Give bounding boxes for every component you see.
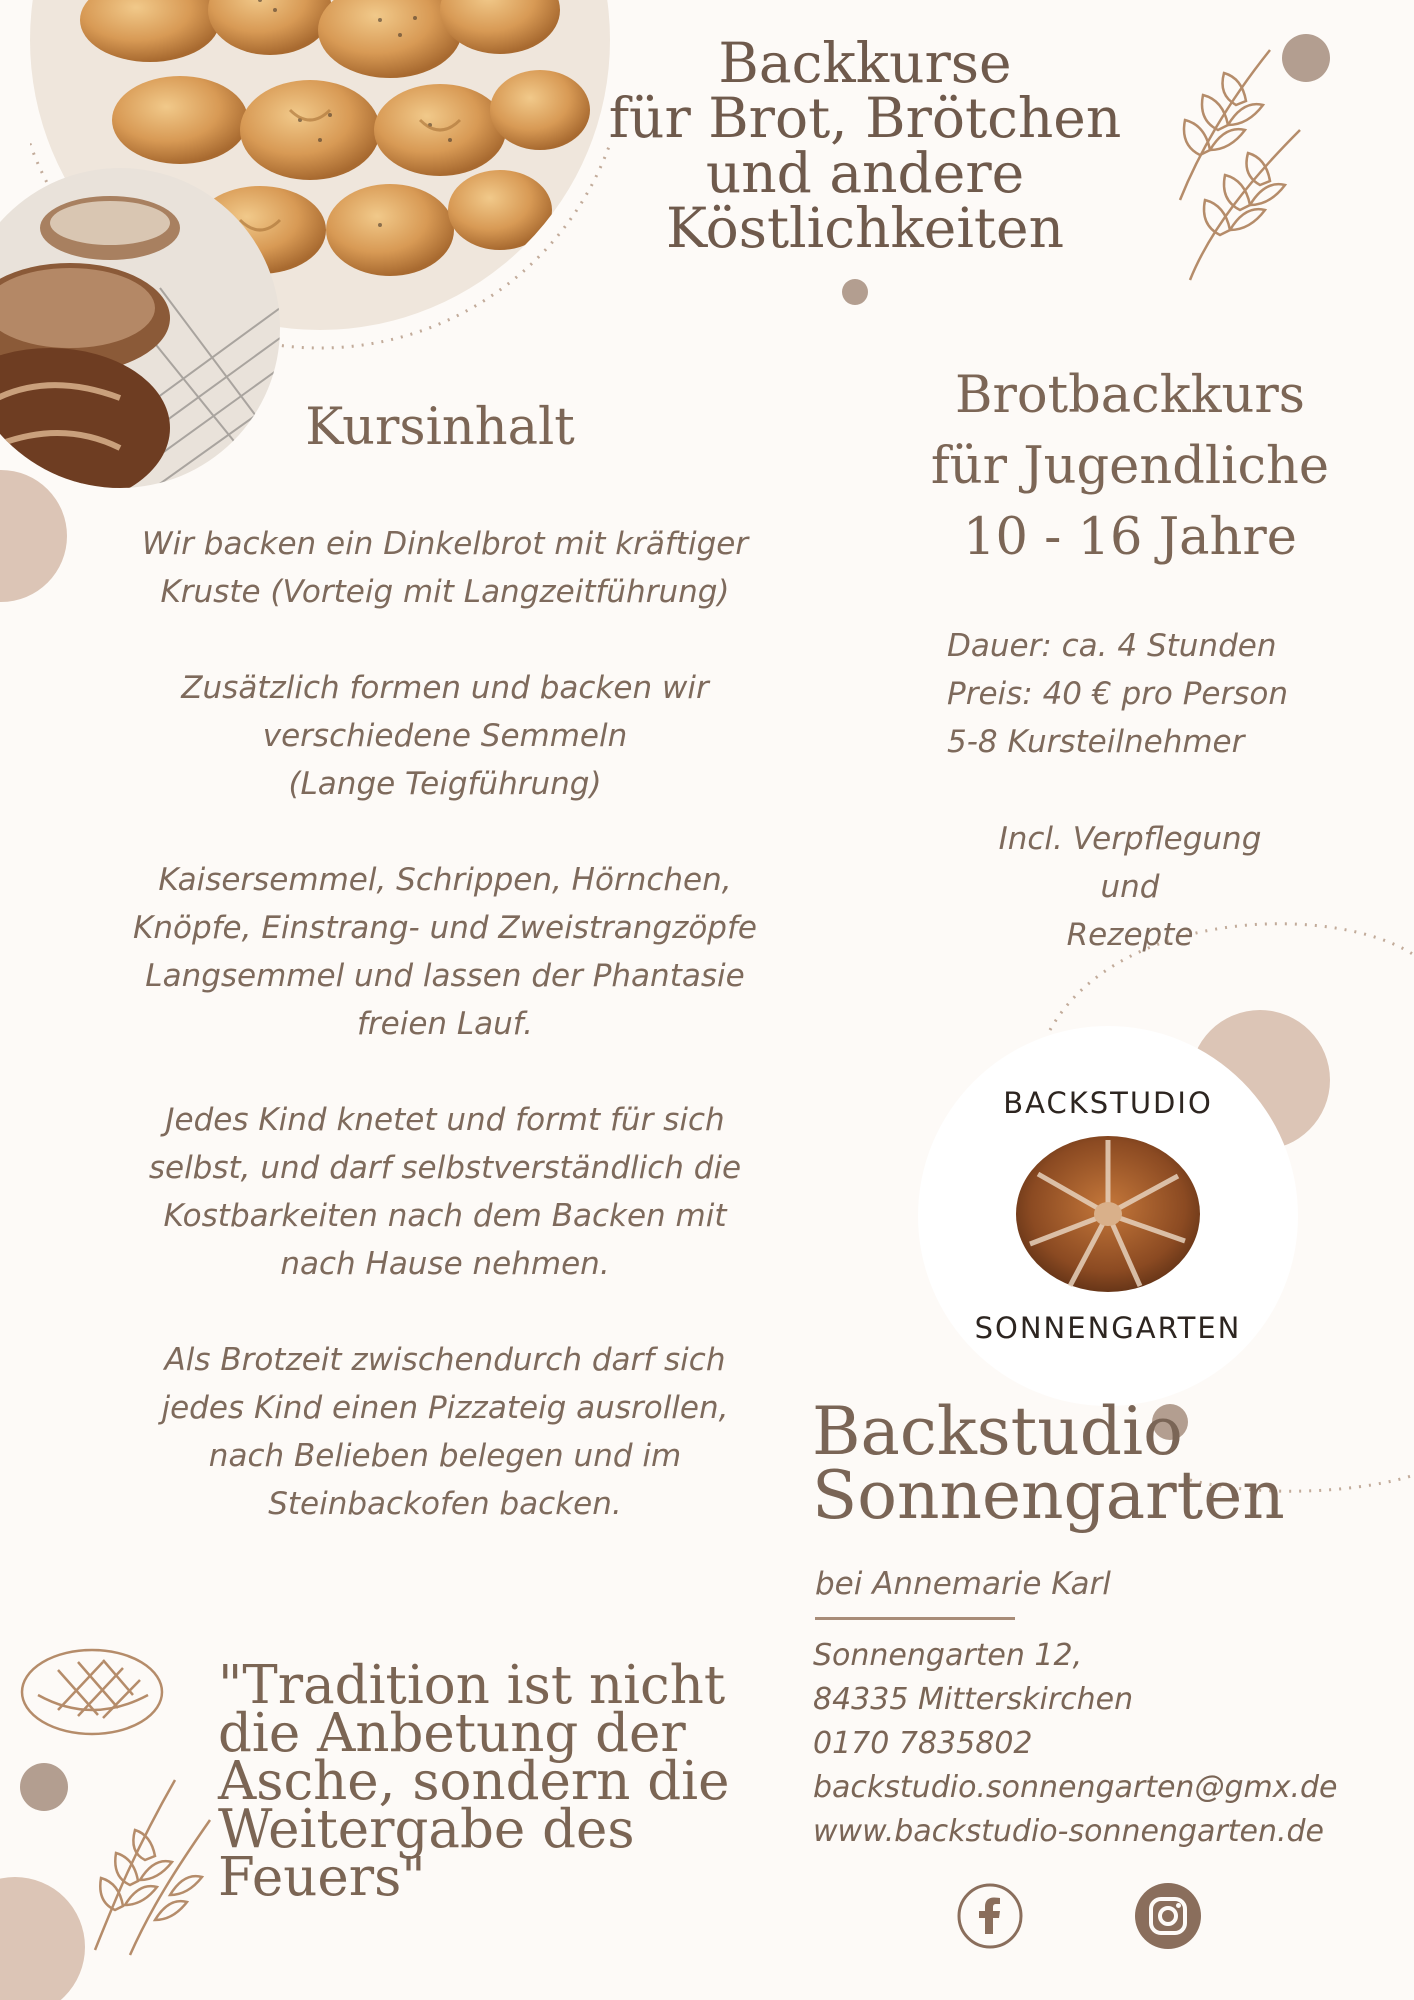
text-line: verschiedene Semmeln	[262, 718, 628, 754]
text-line: Als Brotzeit zwischendurch darf sich	[164, 1342, 726, 1378]
text-line: freien Lauf.	[356, 1006, 534, 1042]
course-content-body	[60, 520, 830, 1528]
contact-website[interactable]: www.backstudio-sonnengarten.de	[813, 1814, 1324, 1849]
text-line: Incl. Verpflegung	[998, 821, 1262, 857]
brand-divider	[815, 1617, 1015, 1620]
text-line: (Lange Teigführung)	[288, 766, 602, 802]
course-paragraph	[60, 1096, 830, 1288]
wheat-icon-bottom	[85, 1760, 215, 1960]
deco-circle-bottom-left	[0, 1877, 85, 2000]
contact-phone[interactable]: 0170 7835802	[813, 1726, 1033, 1761]
facebook-icon[interactable]	[956, 1882, 1024, 1950]
text-line: Langsemmel und lassen der Phantasie	[145, 958, 745, 994]
bread-loaf-icon	[18, 1640, 166, 1740]
quote-line: Asche, sondern die	[218, 1751, 730, 1812]
detail-duration: Dauer: ca. 4 Stunden	[947, 628, 1277, 664]
detail-price: Preis: 40 € pro Person	[947, 676, 1288, 712]
text-line: selbst, und darf selbstverständlich die	[148, 1150, 742, 1186]
course-paragraph	[60, 520, 830, 616]
logo-bread-image	[1010, 1126, 1206, 1296]
text-line: Knöpfe, Einstrang- und Zweistrangzöpfe	[133, 910, 757, 946]
brand-line: Sonnengarten	[812, 1457, 1285, 1534]
heading-line: für Jugendliche	[930, 437, 1330, 496]
course-content-heading: Kursinhalt	[305, 398, 575, 457]
quote-line: die Anbetung der	[218, 1703, 686, 1764]
brand-name	[812, 1393, 1372, 1534]
text-line: Kaisersemmel, Schrippen, Hörnchen,	[158, 862, 732, 898]
text-line: Wir backen ein Dinkelbrot mit kräftiger	[141, 526, 749, 562]
course-info-heading	[890, 360, 1370, 573]
course-paragraph	[60, 856, 830, 1048]
flyer-title	[595, 31, 1135, 260]
text-line: Jedes Kind knetet und formt für sich	[165, 1102, 725, 1138]
deco-dot-under-title	[842, 279, 868, 305]
quote-line: "Tradition ist nicht	[218, 1655, 726, 1716]
text-line: Steinbackofen backen.	[268, 1486, 622, 1522]
instagram-icon[interactable]	[1134, 1882, 1202, 1950]
text-line: Zusätzlich formen und backen wir	[181, 670, 709, 706]
text-line: Kruste (Vorteig mit Langzeitführung)	[160, 574, 730, 610]
title-line: Köstlichkeiten	[666, 196, 1064, 260]
backstudio-logo	[918, 1026, 1298, 1406]
deco-dot-bottom-left	[20, 1763, 68, 1811]
course-includes	[900, 815, 1360, 959]
title-line: und andere	[705, 141, 1025, 205]
title-line: für Brot, Brötchen	[608, 86, 1122, 150]
text-line: jedes Kind einen Pizzateig ausrollen,	[161, 1390, 729, 1426]
quote-line: Weitergabe des Feuers"	[218, 1799, 635, 1908]
course-paragraph	[60, 1336, 830, 1528]
text-line: nach Belieben belegen und im	[208, 1438, 682, 1474]
text-line: nach Hause nehmen.	[280, 1246, 610, 1282]
contact-street: Sonnengarten 12,	[813, 1638, 1083, 1673]
text-line: Kostbarkeiten nach dem Backen mit	[163, 1198, 727, 1234]
detail-participants: 5-8 Kursteilnehmer	[947, 724, 1245, 760]
heading-line: 10 - 16 Jahre	[963, 508, 1297, 567]
quote	[218, 1655, 818, 1908]
brand-line: Backstudio	[812, 1393, 1183, 1470]
heading-line: Brotbackkurs	[955, 366, 1305, 425]
text-line: Rezepte	[1066, 917, 1194, 953]
title-line: Backkurse	[718, 31, 1012, 95]
logo-top-text: BACKSTUDIO	[1003, 1086, 1213, 1120]
contact-email[interactable]: backstudio.sonnengarten@gmx.de	[813, 1770, 1338, 1805]
contact-city: 84335 Mitterskirchen	[813, 1682, 1134, 1717]
wheat-icon	[1170, 40, 1320, 290]
contact-block	[813, 1634, 1413, 1854]
course-details	[947, 622, 1397, 766]
course-paragraph	[60, 664, 830, 808]
logo-bottom-text: SONNENGARTEN	[974, 1311, 1242, 1345]
text-line: und	[1100, 869, 1160, 905]
brand-subtitle: bei Annemarie Karl	[815, 1566, 1111, 1602]
